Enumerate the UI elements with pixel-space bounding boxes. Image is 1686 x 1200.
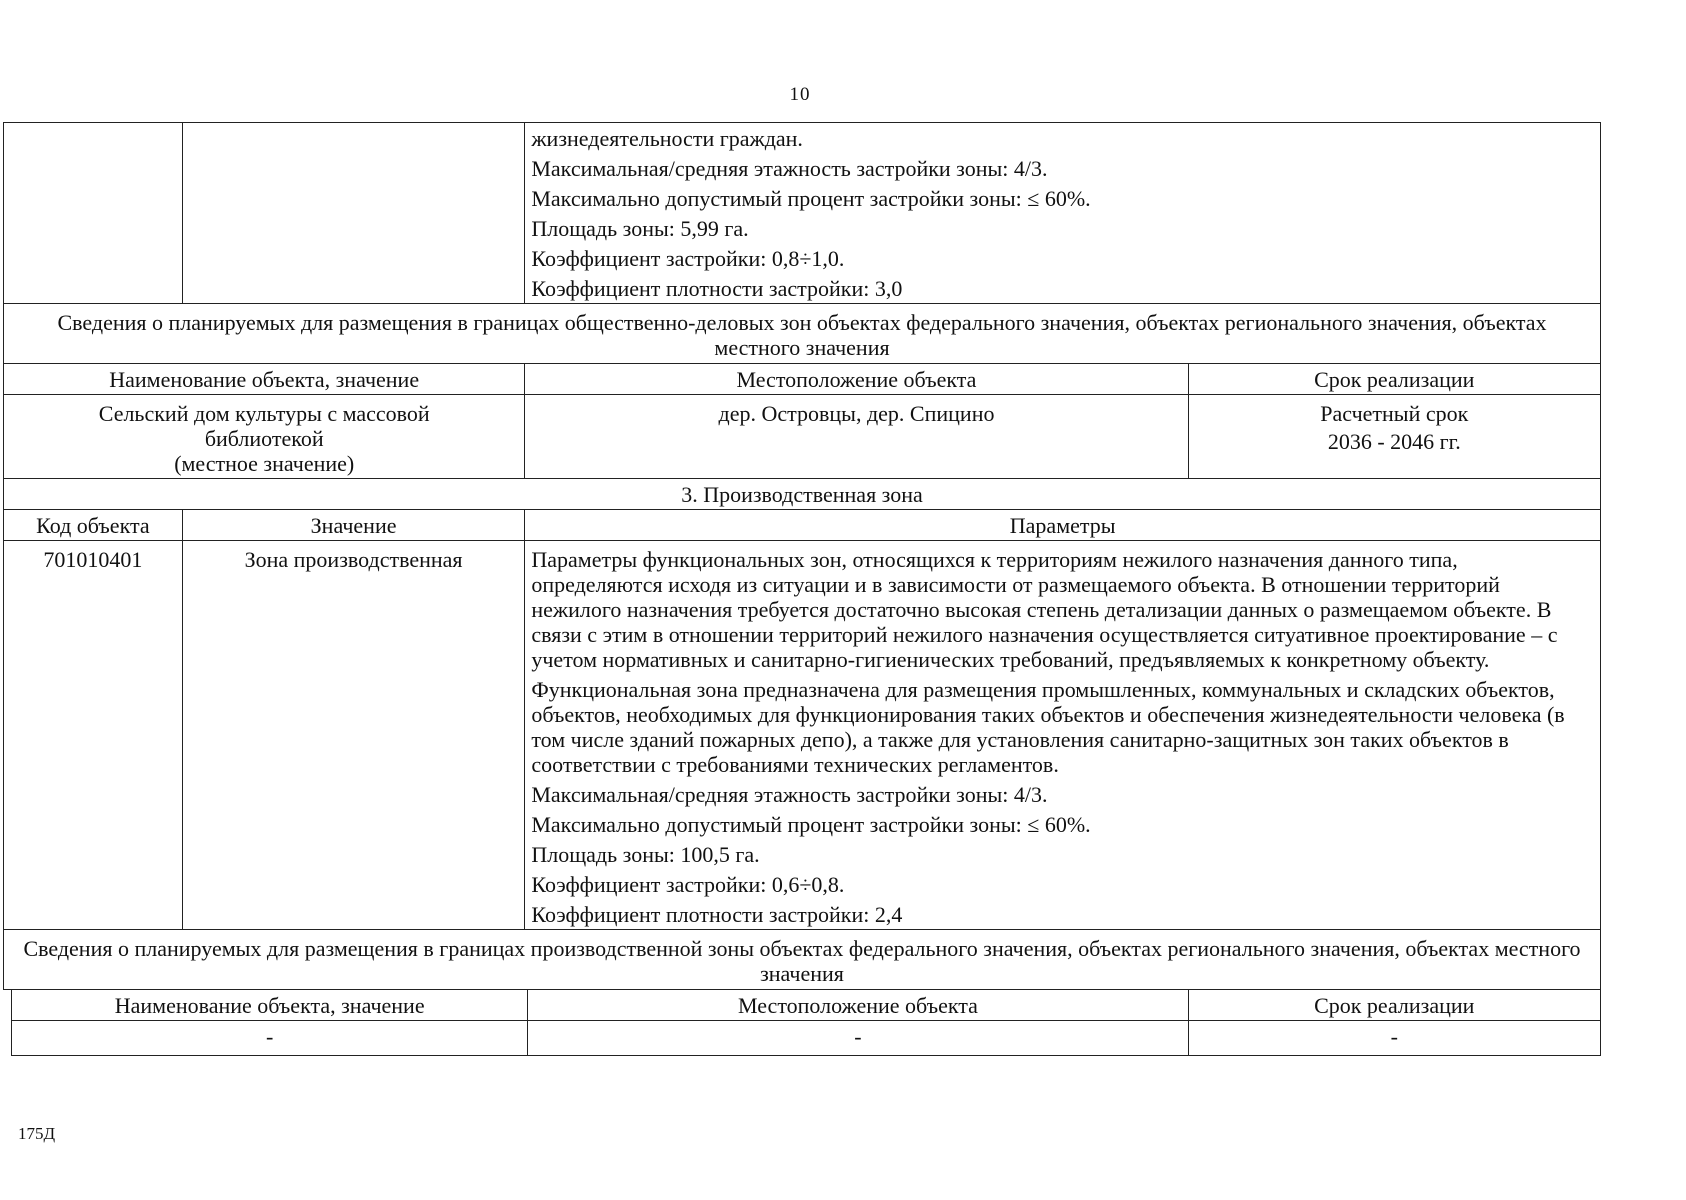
param-line: Коэффициент застройки: 0,8÷1,0. [531, 246, 845, 271]
param-line: Площадь зоны: 5,99 га. [531, 216, 749, 241]
param-line: Площадь зоны: 100,5 га. [531, 842, 760, 867]
header-object-name: Наименование объекта, значение [109, 367, 420, 392]
purpose-paragraph: Функциональная зона предназначена для размещения промышленных, коммунальных и складских объектов, объектов, необходимых для функционирования таких объектов и обеспечения жизнедеятельности человека (в том числе зданий пожарных депо), а также для установления санитарно-защитных зон таких объектов в соответствии с требованиями технических регламентов. [531, 677, 1565, 777]
param-line: Коэффициент плотности застройки: 3,0 [531, 276, 903, 301]
param-line: Коэффициент застройки: 0,6÷0,8. [531, 872, 845, 897]
zone-value: Зона производственная [182, 541, 525, 929]
industrial-zone-title-row [3, 479, 1601, 510]
industrial-zone-header-row [3, 510, 1601, 541]
object-code: 701010401 [43, 547, 143, 572]
object-location: дер. Островцы, дер. Спицино [524, 395, 1187, 478]
object-name-empty: - [266, 1024, 274, 1049]
header-object-name: Наименование объекта, значение [114, 993, 425, 1018]
industrial-objects-data-row [11, 1021, 1601, 1056]
header-location: Местоположение объекта [524, 364, 1187, 394]
empty-code-cell [4, 123, 182, 303]
industrial-parameters-cell [524, 541, 1600, 929]
param-line: Максимальная/средняя этажность застройки зоны: 4/3. [531, 156, 1048, 181]
object-location-empty: - [527, 1021, 1187, 1055]
continuation-row [3, 122, 1601, 304]
param-line: жизнедеятельности граждан. [531, 126, 803, 151]
header-location: Местоположение объекта [527, 990, 1187, 1020]
object-term-cell [1188, 395, 1600, 478]
param-line: Максимально допустимый процент застройки зоны: ≤ 60%. [531, 812, 1091, 837]
header-parameters: Параметры [524, 510, 1600, 540]
empty-value-cell [182, 123, 525, 303]
header-term: Срок реализации [1188, 990, 1600, 1020]
object-name-cell [4, 395, 524, 478]
param-line: Максимальная/средняя этажность застройки зоны: 4/3. [531, 782, 1048, 807]
public-objects-heading-row [3, 304, 1601, 364]
industrial-objects-heading-row [3, 930, 1601, 990]
industrial-objects-heading: Сведения о планируемых для размещения в границах производственной зоны объектах федерального значения, объектах регионального значения, объектах местного значения [23, 936, 1581, 986]
param-line: Максимально допустимый процент застройки зоны: ≤ 60%. [531, 186, 1091, 211]
public-objects-data-row [3, 395, 1601, 479]
header-value: Значение [182, 510, 525, 540]
header-object-code: Код объекта [36, 513, 150, 538]
object-term-empty: - [1188, 1021, 1600, 1055]
public-objects-header-row [3, 364, 1601, 395]
footer-code: 175Д [18, 1124, 56, 1143]
param-line: Коэффициент плотности застройки: 2,4 [531, 902, 903, 927]
industrial-objects-header-row [11, 990, 1601, 1021]
page-number: 10 [789, 84, 811, 105]
zone-parameters-cell [524, 123, 1600, 303]
header-term: Срок реализации [1188, 364, 1600, 394]
object-name: Сельский дом культуры с массовой библиотекой [98, 401, 430, 451]
public-objects-heading: Сведения о планируемых для размещения в границах общественно-деловых зон объектах федерального значения, объектах регионального значения, объектах местного значения [57, 310, 1547, 360]
term-years: 2036 - 2046 гг. [1327, 429, 1461, 454]
term-label: Расчетный срок [1320, 401, 1469, 426]
parameters-paragraph: Параметры функциональных зон, относящихся к территориям нежилого назначения данного типа, определяются исходя из ситуации и в зависимости от размещаемого объекта. В отношении территорий нежилого назначения требуется достаточно высокая степень детализации данных о размещаемом объекте. В связи с этим в отношении территорий нежилого назначения осуществляется ситуативное проектирование – с учетом нормативных и санитарно-гигиенических требований, предъявляемых к конкретному объекту. [531, 547, 1558, 672]
object-significance: (местное значение) [174, 451, 355, 476]
industrial-zone-title: 3. Производственная зона [681, 482, 923, 507]
document-table [3, 122, 1601, 1056]
industrial-zone-data-row [3, 541, 1601, 930]
